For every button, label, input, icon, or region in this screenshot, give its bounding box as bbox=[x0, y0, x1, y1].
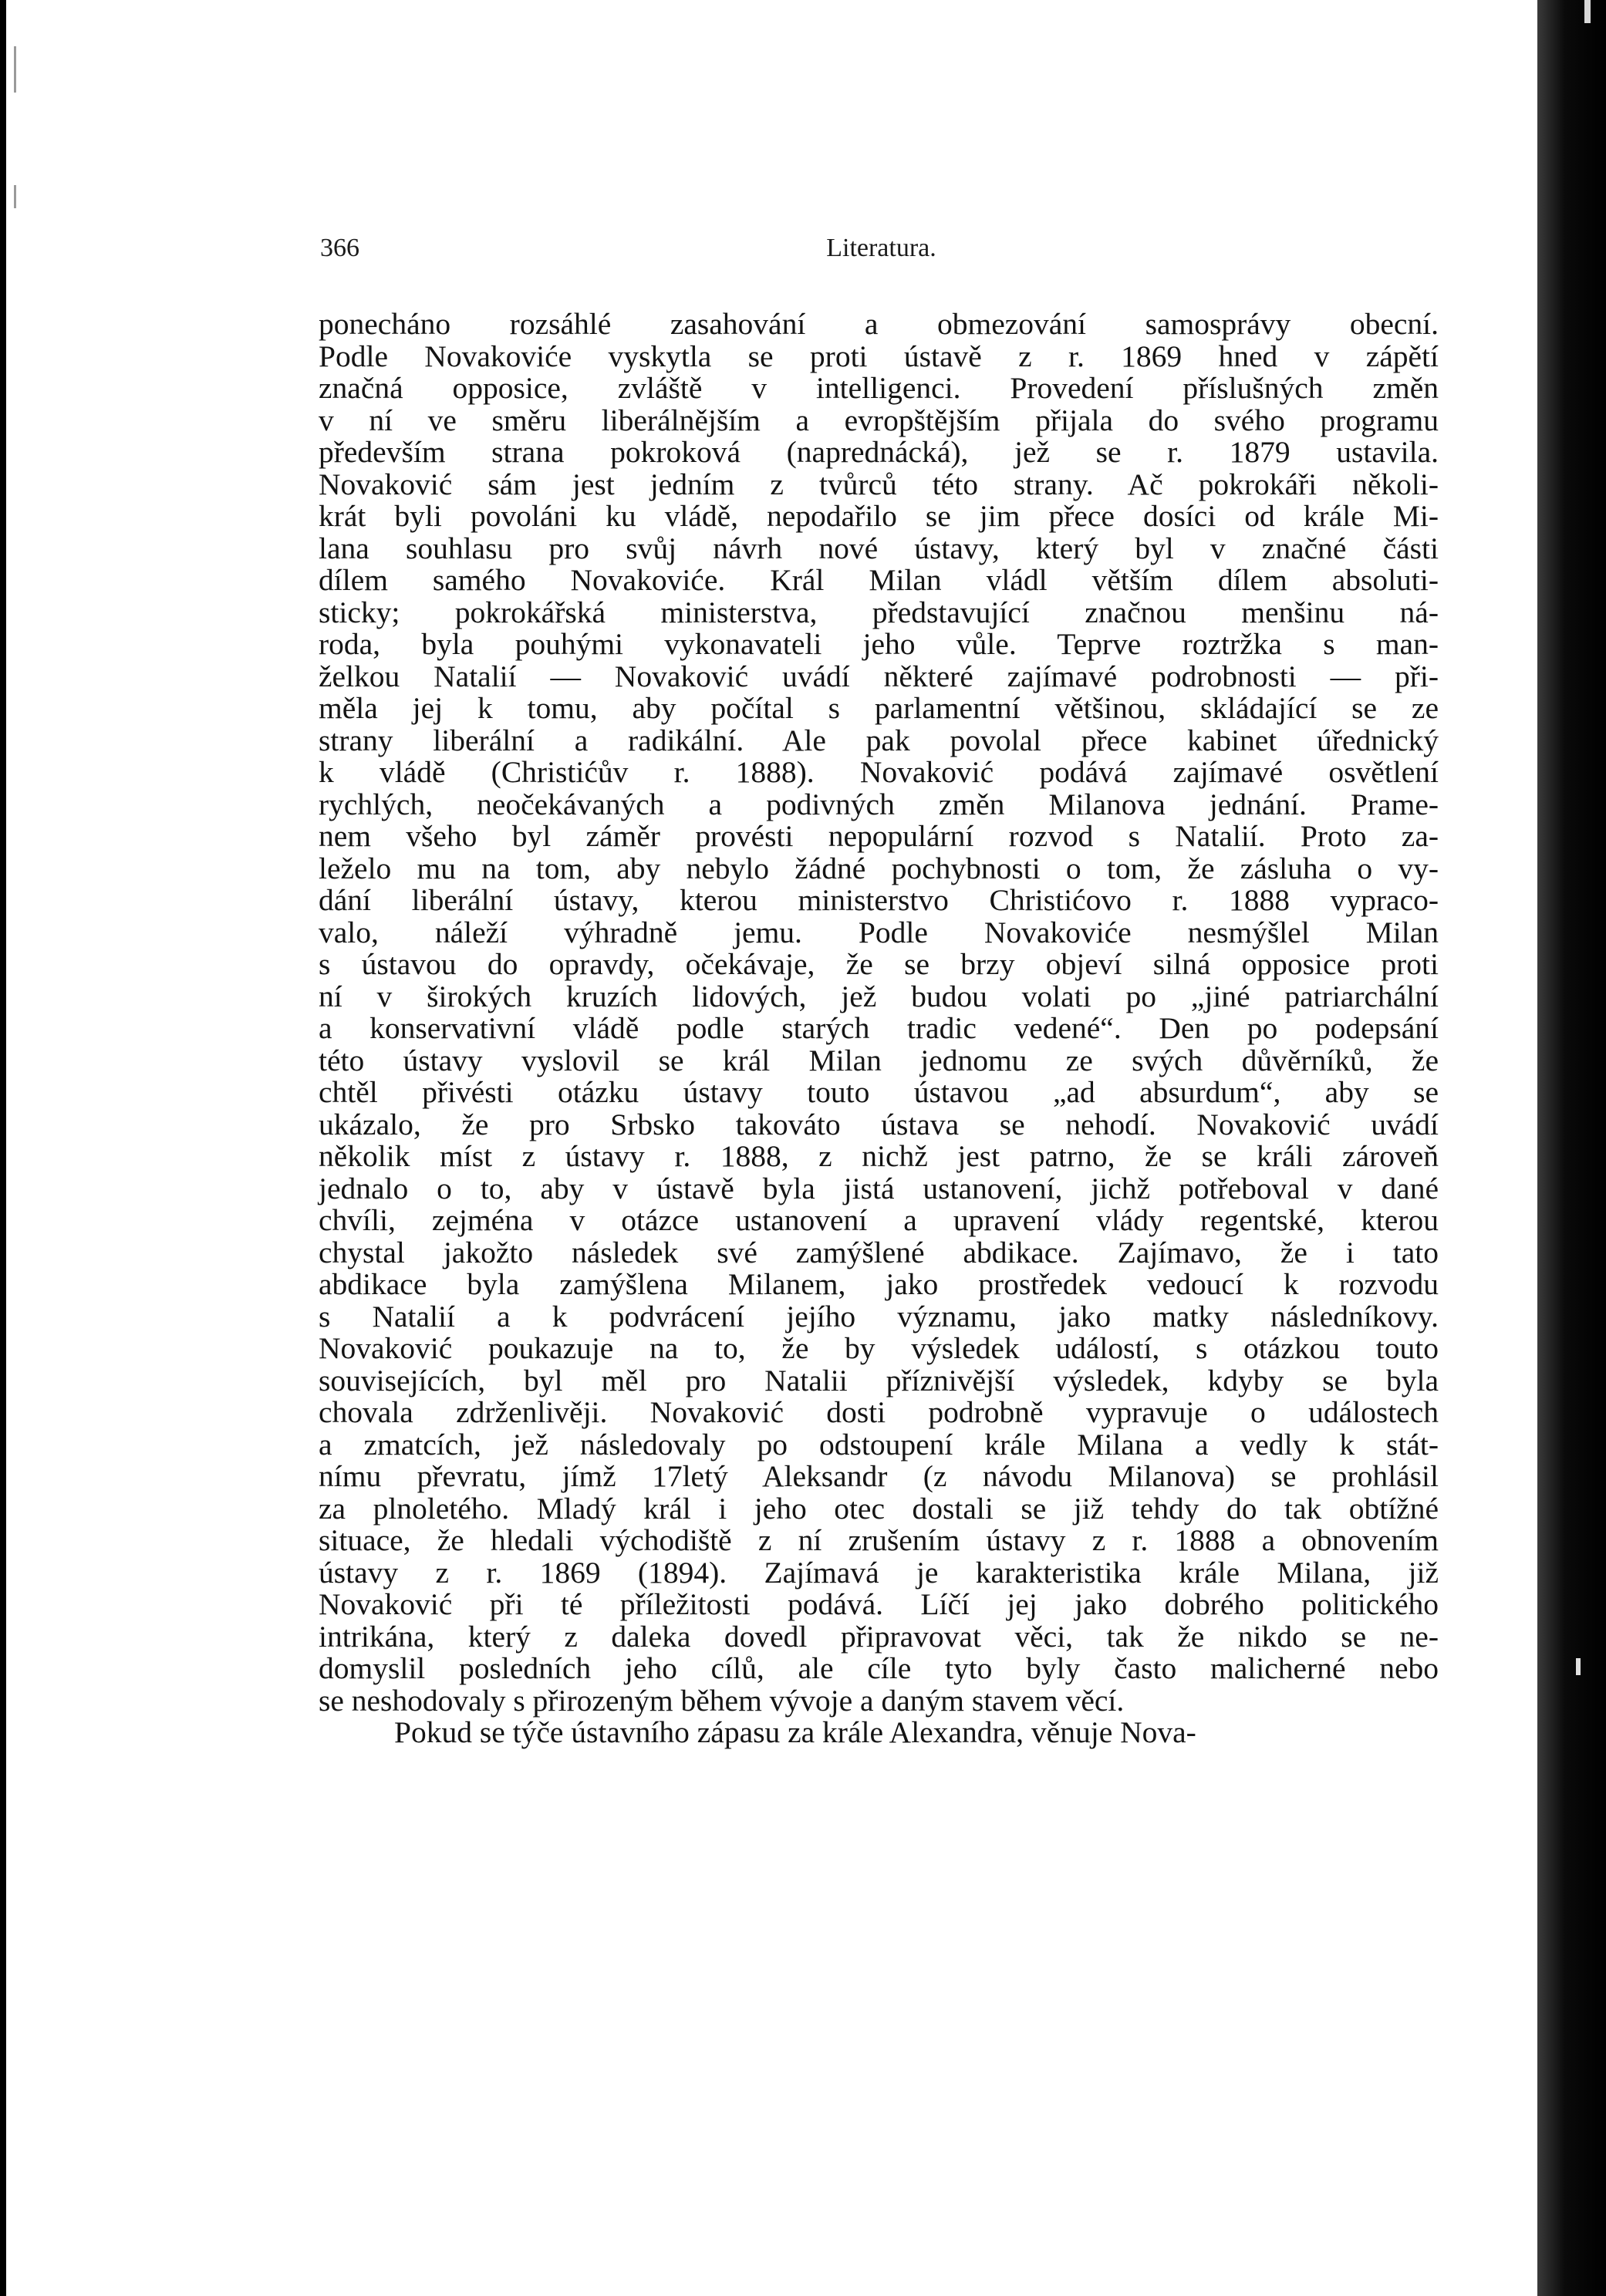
page-header bbox=[320, 234, 1442, 272]
text-line: se neshodovaly s přirozeným během vývoje a daným stavem věcí. bbox=[319, 1683, 1125, 1718]
text-line: chystal jakožto následek své zamýšlené abdikace. Zajímavo, že i tato bbox=[319, 1235, 1439, 1269]
text-line: Novaković při té příležitosti podává. Líčí jej jako dobrého politického bbox=[319, 1587, 1439, 1621]
text-line: a zmatcích, jež následovaly po odstoupení krále Milana a vedly k stát- bbox=[319, 1427, 1439, 1462]
text-line: sticky; pokrokářská ministerstva, představující značnou menšinu ná- bbox=[319, 595, 1439, 629]
text-line: nímu převratu, jímž 17letý Aleksandr (z návodu Milanova) se prohlásil bbox=[319, 1459, 1439, 1493]
running-title: Literatura. bbox=[826, 234, 936, 262]
paragraph-1 bbox=[319, 308, 1439, 1717]
scan-margin-mark bbox=[14, 46, 16, 93]
text-line: strany liberální a radikální. Ale pak povolal přece kabinet úřednický bbox=[319, 723, 1439, 757]
text-line: dílem samého Novakoviće. Král Milan vládl větším dílem absoluti- bbox=[319, 563, 1439, 597]
text-line: chovala zdrženlivěji. Novaković dosti podrobně vypravuje o událostech bbox=[319, 1395, 1439, 1429]
text-line: za plnoletého. Mladý král i jeho otec dostali se již tehdy do tak obtížné bbox=[319, 1491, 1439, 1526]
text-line: značná opposice, zvláště v intelligenci. Provedení příslušných změn bbox=[319, 371, 1439, 405]
text-line: s ústavou do opravdy, očekávaje, že se brzy objeví silná opposice proti bbox=[319, 947, 1439, 981]
text-line: souvisejících, byl měl pro Natalii příznivější výsledek, kdyby se byla bbox=[319, 1363, 1439, 1397]
text-line: želkou Natalií — Novaković uvádí některé zajímavé podrobnosti — při- bbox=[319, 659, 1439, 693]
text-line: roda, byla pouhými vykonavateli jeho vůle. Teprve roztržka s man- bbox=[319, 627, 1439, 661]
page-number: 366 bbox=[320, 234, 359, 262]
text-line: chvíli, zejména v otázce ustanovení a upravení vlády regentské, kterou bbox=[319, 1203, 1439, 1237]
text-line: rychlých, neočekávaných a podivných změn Milanova jednání. Prame- bbox=[319, 787, 1439, 821]
text-line: leželo mu na tom, aby nebylo žádné pochybnosti o tom, že zásluha o vy- bbox=[319, 851, 1439, 885]
text-line: Novaković sám jest jedním z tvůrců této strany. Ač pokrokáři několi- bbox=[319, 467, 1439, 501]
text-line: valo, náleží výhradně jemu. Podle Novakoviće nesmýšlel Milan bbox=[319, 915, 1439, 949]
text-line: a konservativní vládě podle starých tradic vedené“. Den po podepsání bbox=[319, 1011, 1439, 1045]
text-line: ukázalo, že pro Srbsko takováto ústava se nehodí. Novaković uvádí bbox=[319, 1107, 1439, 1141]
scan-margin-mark bbox=[14, 185, 16, 208]
text-line: s Natalií a k podvrácení jejího významu, jako matky následníkovy. bbox=[319, 1299, 1439, 1333]
text-line: Novaković poukazuje na to, že by výsledek událostí, s otázkou touto bbox=[319, 1331, 1439, 1365]
scan-margin-mark bbox=[1576, 1658, 1581, 1675]
text-line: intrikána, který z daleka dovedl připravovat věci, tak že nikdo se ne- bbox=[319, 1619, 1439, 1654]
text-line: jednalo o to, aby v ústavě byla jistá ustanovení, jichž potřeboval v dané bbox=[319, 1171, 1439, 1205]
text-line: ponecháno rozsáhlé zasahování a obmezování samosprávy obecní. bbox=[319, 307, 1439, 341]
text-line: krát byli povoláni ku vládě, nepodařilo se jim přece dosíci od krále Mi- bbox=[319, 499, 1439, 533]
text-line: ní v širokých kruzích lidových, jež budou volati po „jiné patriarchální bbox=[319, 979, 1439, 1013]
text-line: několik míst z ústavy r. 1888, z nichž jest patrno, že se králi zároveň bbox=[319, 1139, 1439, 1173]
body-text bbox=[319, 308, 1439, 1749]
text-line: měla jej k tomu, aby počítal s parlamentní většinou, skládající se ze bbox=[319, 691, 1439, 725]
paragraph-2 bbox=[319, 1717, 1439, 1749]
scan-edge-mark bbox=[1584, 0, 1591, 23]
text-line: dání liberální ústavy, kterou ministerstvo Christićovo r. 1888 vypraco- bbox=[319, 883, 1439, 917]
text-line: této ústavy vyslovil se král Milan jednomu ze svých důvěrníků, že bbox=[319, 1043, 1439, 1077]
text-line: Pokud se týče ústavního zápasu za krále Alexandra, věnuje Nova- bbox=[394, 1715, 1196, 1749]
text-line: chtěl přivésti otázku ústavy touto ústavou „ad absurdum“, aby se bbox=[319, 1075, 1439, 1109]
text-line: abdikace byla zamýšlena Milanem, jako prostředek vedoucí k rozvodu bbox=[319, 1267, 1439, 1301]
text-line: Podle Novakoviće vyskytla se proti ústavě z r. 1869 hned v zápětí bbox=[319, 339, 1439, 373]
text-line: k vládě (Christićův r. 1888). Novaković podává zajímavé osvětlení bbox=[319, 755, 1439, 789]
text-line: lana souhlasu pro svůj návrh nové ústavy, který byl v značné části bbox=[319, 531, 1439, 565]
text-line: situace, že hledali východiště z ní zrušením ústavy z r. 1888 a obnovením bbox=[319, 1523, 1439, 1557]
binding-shadow bbox=[1537, 0, 1606, 2296]
text-line: v ní ve směru liberálnějším a evropštějším přijala do svého programu bbox=[319, 403, 1439, 437]
text-line: nem všeho byl záměr provésti nepopulární rozvod s Natalií. Proto za- bbox=[319, 819, 1439, 853]
text-line: především strana pokroková (naprednácká), jež se r. 1879 ustavila. bbox=[319, 435, 1439, 469]
text-line: domyslil posledních jeho cílů, ale cíle tyto byly často malicherné nebo bbox=[319, 1651, 1439, 1685]
text-line: ústavy z r. 1869 (1894). Zajímavá je karakteristika krále Milana, již bbox=[319, 1555, 1439, 1590]
